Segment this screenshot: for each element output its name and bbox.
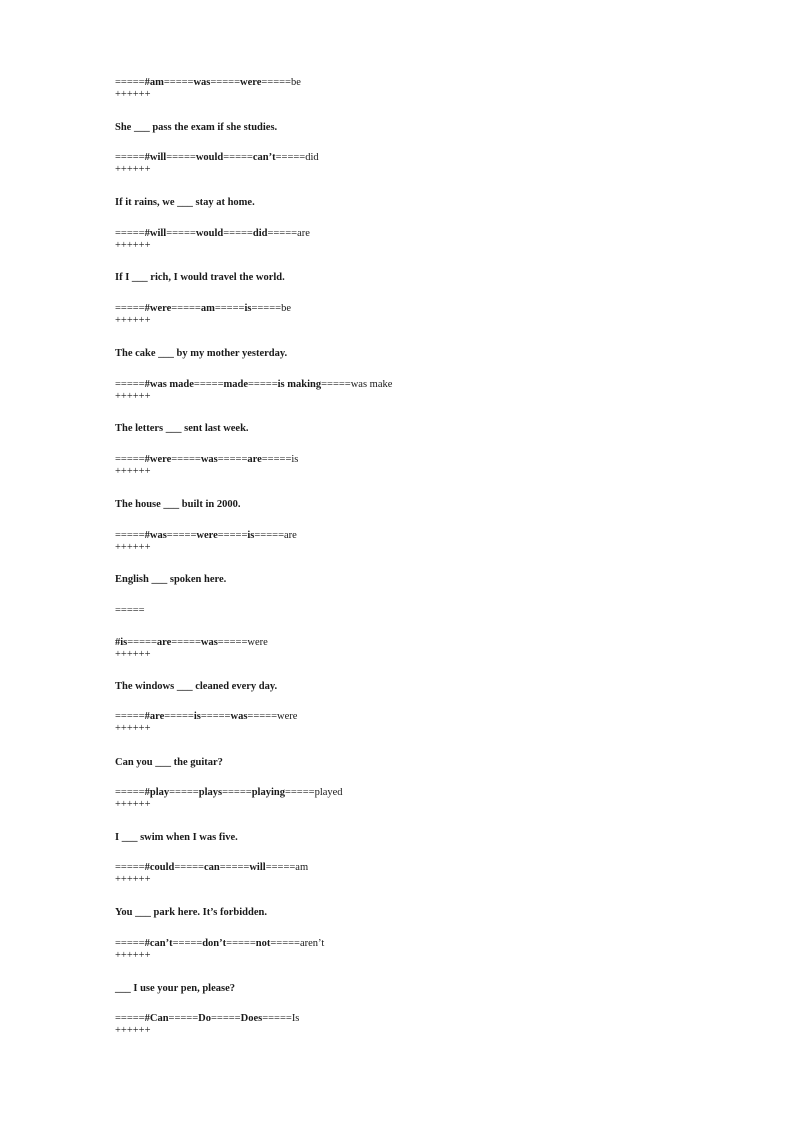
option-separator: =====: [163, 77, 194, 88]
question-text: ___ I use your pen, please?: [115, 983, 235, 994]
option-separator: =====: [115, 862, 145, 873]
option-text: playing: [251, 787, 285, 798]
option-text: are: [284, 530, 297, 541]
question-text: The letters ___ sent last week.: [115, 423, 249, 434]
answer-options-block: [115, 637, 715, 661]
options-line: [115, 152, 715, 164]
options-line: [115, 862, 715, 874]
option-separator: =====: [321, 379, 351, 390]
option-separator: =====: [115, 228, 145, 239]
option-separator: =====: [115, 938, 145, 949]
option-separator: =====: [222, 787, 252, 798]
options-line: [115, 1013, 715, 1025]
option-text: was: [200, 454, 218, 465]
option-text: would: [195, 228, 224, 239]
correct-option: #could: [144, 862, 175, 873]
plus-marker-line: ++++++: [115, 874, 151, 885]
option-separator: =====: [115, 787, 145, 798]
option-text: is: [247, 530, 255, 541]
option-separator: =====: [211, 1013, 241, 1024]
options-line: [115, 530, 715, 542]
correct-option: #is: [115, 637, 128, 648]
options-line: [115, 938, 715, 950]
option-separator: =====: [115, 77, 145, 88]
correct-option: #was made: [144, 379, 194, 390]
question-text: You ___ park here. It’s forbidden.: [115, 907, 267, 918]
option-separator: =====: [115, 711, 145, 722]
option-text: Is: [291, 1013, 300, 1024]
option-text: was: [230, 711, 248, 722]
plus-marker-line: ++++++: [115, 315, 151, 326]
answer-options-block: [115, 303, 715, 327]
option-text: were: [240, 77, 262, 88]
option-text: be: [281, 303, 291, 314]
option-text: was: [200, 637, 218, 648]
options-line: [115, 454, 715, 466]
question-text: English ___ spoken here.: [115, 574, 227, 585]
plus-marker-line: ++++++: [115, 240, 151, 251]
option-separator: =====: [261, 77, 291, 88]
option-separator: =====: [115, 1013, 145, 1024]
plus-marker-line: ++++++: [115, 164, 151, 175]
question-text: If I ___ rich, I would travel the world.: [115, 272, 285, 283]
question-text: The house ___ built in 2000.: [115, 499, 241, 510]
option-text: is: [244, 303, 252, 314]
option-text: can: [203, 862, 220, 873]
options-line: [115, 711, 715, 723]
correct-option: #were: [144, 454, 172, 465]
option-separator: =====: [169, 787, 199, 798]
plus-marker-line: ++++++: [115, 799, 151, 810]
question-text: The cake ___ by my mother yesterday.: [115, 348, 288, 359]
question-text: She ___ pass the exam if she studies.: [115, 122, 278, 133]
question-text: Can you ___ the guitar?: [115, 757, 223, 768]
option-separator: =====: [214, 303, 245, 314]
plus-marker-line: ++++++: [115, 723, 151, 734]
plus-marker-line: ++++++: [115, 649, 151, 660]
option-text: is: [291, 454, 299, 465]
option-text: Do: [198, 1013, 211, 1024]
option-text: would: [195, 152, 224, 163]
option-text: were: [196, 530, 218, 541]
option-separator: =====: [265, 862, 296, 873]
option-separator: =====: [210, 77, 240, 88]
option-separator: =====: [164, 711, 194, 722]
option-separator: =====: [166, 152, 196, 163]
option-separator: =====: [200, 711, 231, 722]
answer-options-block: [115, 862, 715, 886]
option-text: be: [290, 77, 301, 88]
option-separator: =====: [275, 152, 306, 163]
correct-option: #are: [144, 711, 165, 722]
answer-options-block: [115, 152, 715, 176]
option-text: is making: [277, 379, 322, 390]
option-separator: =====: [171, 637, 201, 648]
option-separator: =====: [254, 530, 284, 541]
option-text: did: [252, 228, 268, 239]
correct-option: #am: [144, 77, 164, 88]
answer-options-block: [115, 711, 715, 735]
options-line: [115, 77, 715, 89]
question-text: I ___ swim when I was five.: [115, 832, 238, 843]
option-text: aren’t: [299, 938, 325, 949]
option-separator: =====: [115, 379, 145, 390]
option-separator: =====: [115, 530, 145, 541]
option-separator: =====: [171, 454, 201, 465]
correct-option: #play: [144, 787, 170, 798]
option-separator: =====: [261, 454, 292, 465]
option-separator: =====: [262, 1013, 292, 1024]
correct-option: #were: [144, 303, 172, 314]
option-text: Does: [240, 1013, 263, 1024]
option-separator: =====: [217, 637, 248, 648]
separator-line: =====: [115, 605, 145, 616]
option-text: was make: [350, 379, 393, 390]
option-text: are: [247, 454, 262, 465]
option-text: is: [193, 711, 201, 722]
plus-marker-line: ++++++: [115, 542, 151, 553]
option-separator: =====: [223, 152, 253, 163]
answer-options-block: [115, 228, 715, 252]
options-line: [115, 228, 715, 240]
option-text: can’t: [252, 152, 276, 163]
option-separator: =====: [247, 711, 278, 722]
plus-marker-line: ++++++: [115, 466, 151, 477]
option-separator: =====: [168, 1013, 199, 1024]
plus-marker-line: ++++++: [115, 950, 151, 961]
option-separator: =====: [171, 303, 201, 314]
option-separator: =====: [217, 530, 248, 541]
answer-options-block: [115, 77, 715, 101]
answer-options-block: [115, 938, 715, 962]
answer-options-block: [115, 379, 715, 403]
option-separator: =====: [223, 228, 253, 239]
option-text: are: [156, 637, 172, 648]
option-separator: =====: [115, 303, 145, 314]
option-separator: =====: [166, 228, 196, 239]
option-text: will: [249, 862, 266, 873]
options-line: [115, 303, 715, 315]
option-separator: =====: [115, 454, 145, 465]
option-separator: =====: [172, 938, 203, 949]
option-text: did: [305, 152, 319, 163]
answer-options-block: [115, 1013, 715, 1037]
option-text: don’t: [202, 938, 227, 949]
option-text: are: [297, 228, 310, 239]
option-separator: =====: [226, 938, 256, 949]
correct-option: #will: [144, 228, 167, 239]
option-separator: =====: [219, 862, 250, 873]
correct-option: #Can: [144, 1013, 169, 1024]
option-text: plays: [198, 787, 223, 798]
option-text: am: [200, 303, 215, 314]
question-text: If it rains, we ___ stay at home.: [115, 197, 255, 208]
option-separator: =====: [217, 454, 248, 465]
question-text: The windows ___ cleaned every day.: [115, 681, 278, 692]
options-line: [115, 379, 715, 391]
option-text: were: [247, 637, 268, 648]
options-line: [115, 637, 715, 649]
option-text: made: [223, 379, 249, 390]
plus-marker-line: ++++++: [115, 1025, 151, 1036]
correct-option: #can’t: [144, 938, 173, 949]
plus-marker-line: ++++++: [115, 391, 151, 402]
option-separator: =====: [174, 862, 204, 873]
option-text: not: [255, 938, 271, 949]
option-separator: =====: [115, 152, 145, 163]
option-separator: =====: [251, 303, 282, 314]
correct-option: #was: [144, 530, 167, 541]
answer-options-block: [115, 530, 715, 554]
option-text: played: [314, 787, 343, 798]
plus-marker-line: ++++++: [115, 89, 151, 100]
option-text: was: [193, 77, 211, 88]
option-separator: =====: [166, 530, 197, 541]
answer-options-block: [115, 454, 715, 478]
option-text: am: [295, 862, 309, 873]
option-separator: =====: [270, 938, 300, 949]
option-separator: =====: [193, 379, 224, 390]
options-line: [115, 787, 715, 799]
option-separator: =====: [248, 379, 278, 390]
correct-option: #will: [144, 152, 167, 163]
option-separator: =====: [284, 787, 315, 798]
answer-options-block: [115, 787, 715, 811]
option-text: were: [277, 711, 298, 722]
option-separator: =====: [267, 228, 298, 239]
option-separator: =====: [127, 637, 157, 648]
